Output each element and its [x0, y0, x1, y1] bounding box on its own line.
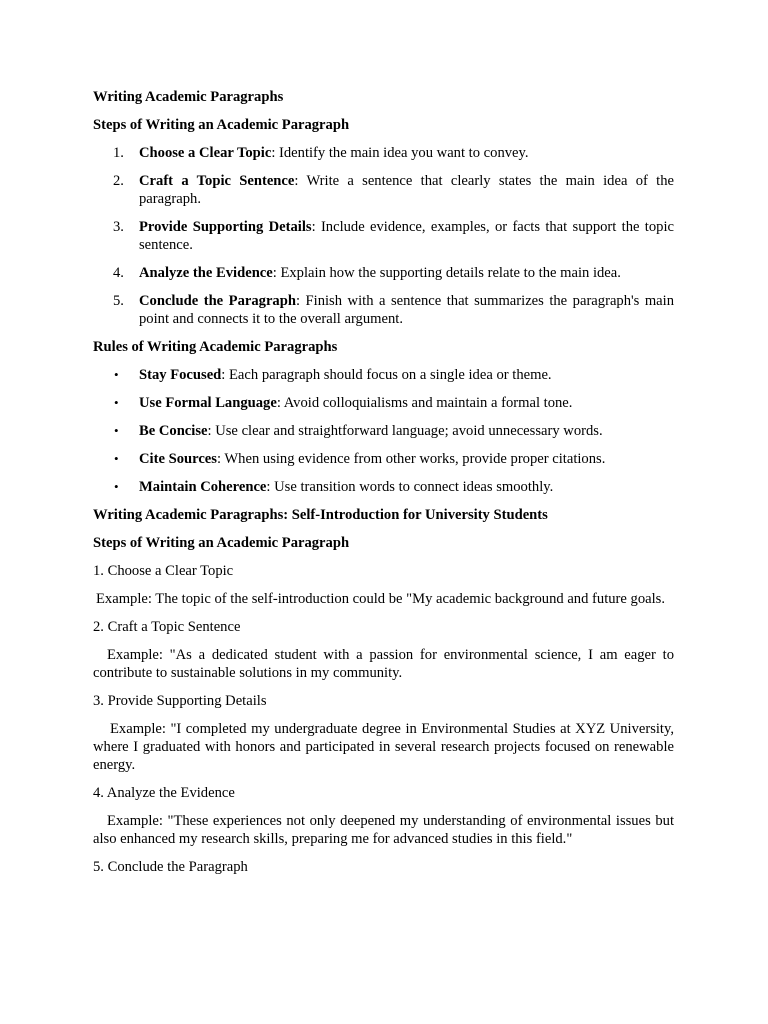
list-number: 2. — [113, 173, 124, 189]
list-item — [93, 218, 674, 254]
list-term: Craft a Topic Sentence — [139, 173, 295, 189]
example-paragraph: Example: "These experiences not only deepened my understanding of environmental issues but also enhanced my research skills, preparing me for advanced studies in this field." — [93, 813, 674, 847]
list-term: Analyze the Evidence — [139, 265, 273, 281]
list-item — [93, 450, 674, 468]
section2-steps-heading: Steps of Writing an Academic Paragraph — [93, 535, 350, 551]
list-term: Use Formal Language — [139, 395, 277, 411]
bullet-icon: • — [114, 395, 119, 410]
list-item — [93, 144, 674, 162]
list-term: Maintain Coherence — [139, 479, 267, 495]
rules-list — [93, 366, 674, 496]
list-text: : Use transition words to connect ideas smoothly. — [266, 479, 554, 495]
list-text: : Include evidence, examples, or facts that support the topic sentence. — [139, 219, 674, 253]
list-text: : Identify the main idea you want to convey. — [271, 145, 529, 161]
list-number: 3. — [113, 219, 124, 235]
example-paragraph: Example: The topic of the self-introduction could be "My academic background and future goals. — [96, 591, 665, 607]
list-number: 5. — [113, 293, 124, 309]
example-paragraph: Example: "I completed my undergraduate degree in Environmental Studies at XYZ University, where I graduated with honors and participated in several research projects focused on renewable energy. — [93, 721, 674, 773]
list-item — [93, 292, 674, 328]
list-term: Conclude the Paragraph — [139, 293, 296, 309]
bullet-icon: • — [114, 479, 119, 494]
step-label: 3. Provide Supporting Details — [93, 693, 267, 709]
document-body — [93, 88, 674, 886]
list-text: : Use clear and straightforward language; avoid unnecessary words. — [207, 423, 603, 439]
list-term: Provide Supporting Details — [139, 219, 312, 235]
step-label: 1. Choose a Clear Topic — [93, 563, 234, 579]
section2-title: Writing Academic Paragraphs: Self-Introduction for University Students — [93, 507, 548, 523]
rules-heading: Rules of Writing Academic Paragraphs — [93, 339, 338, 355]
list-number: 4. — [113, 265, 124, 281]
bullet-icon: • — [114, 423, 119, 438]
list-number: 1. — [113, 145, 124, 161]
list-term: Stay Focused — [139, 367, 222, 383]
list-text: : Avoid colloquialisms and maintain a formal tone. — [276, 395, 573, 411]
list-text: : Explain how the supporting details relate to the main idea. — [272, 265, 621, 281]
list-text: : Finish with a sentence that summarizes the paragraph's main point and connects it to the overall argument. — [139, 293, 675, 327]
steps-list — [93, 144, 674, 328]
list-term: Cite Sources — [139, 451, 217, 467]
step-label: 5. Conclude the Paragraph — [93, 859, 248, 875]
list-text: : When using evidence from other works, provide proper citations. — [216, 451, 606, 467]
list-item — [93, 422, 674, 440]
list-item — [93, 478, 674, 496]
step-label: 2. Craft a Topic Sentence — [93, 619, 241, 635]
list-term: Be Concise — [139, 423, 208, 439]
list-item — [93, 394, 674, 412]
step-label: 4. Analyze the Evidence — [93, 785, 235, 801]
bullet-icon: • — [114, 367, 119, 382]
document-title: Writing Academic Paragraphs — [93, 89, 284, 105]
list-text: : Write a sentence that clearly states the main idea of the paragraph. — [139, 173, 674, 207]
bullet-icon: • — [114, 451, 119, 466]
list-item — [93, 366, 674, 384]
example-paragraph: Example: "As a dedicated student with a passion for environmental science, I am eager to contribute to sustainable solutions in my community. — [93, 647, 674, 681]
list-text: : Each paragraph should focus on a single idea or theme. — [221, 367, 552, 383]
list-item — [93, 172, 674, 208]
list-term: Choose a Clear Topic — [139, 145, 272, 161]
steps-heading: Steps of Writing an Academic Paragraph — [93, 117, 350, 133]
list-item — [93, 264, 674, 282]
